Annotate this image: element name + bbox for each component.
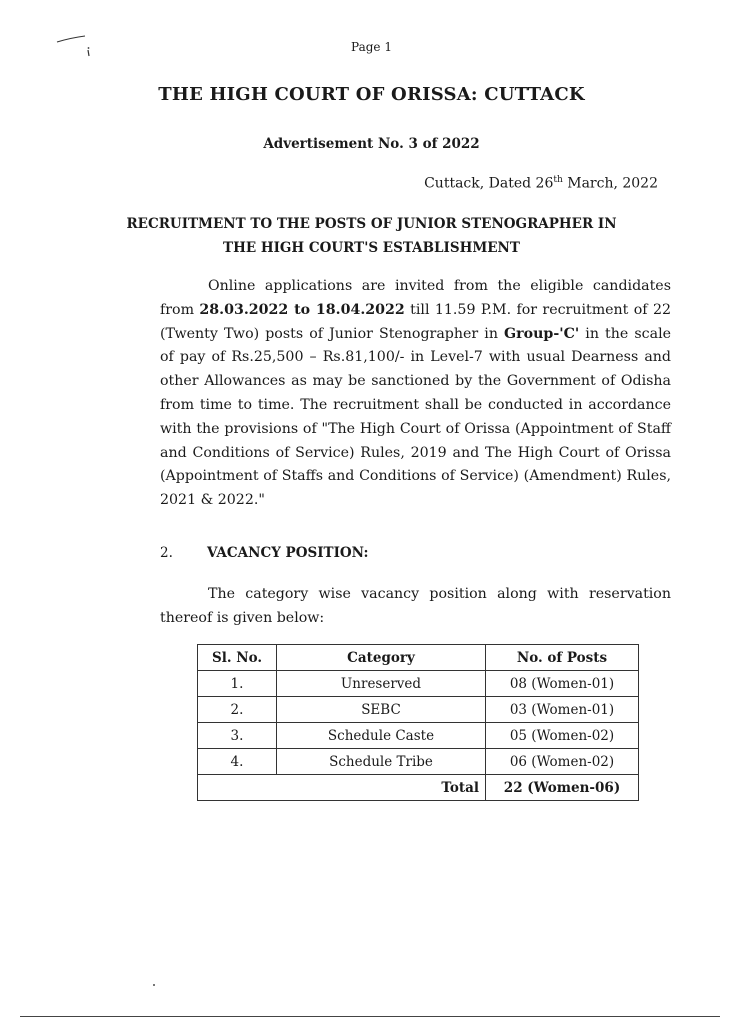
cell-sl-no: 4. <box>198 749 277 775</box>
cell-category: Unreserved <box>277 671 486 697</box>
cell-sl-no: 1. <box>198 671 277 697</box>
table-header-row <box>198 645 639 671</box>
heading-line-2: THE HIGH COURT'S ESTABLISHMENT <box>223 240 520 256</box>
group-label: Group-'C' <box>504 325 580 342</box>
application-dates: 28.03.2022 to 18.04.2022 <box>199 301 405 318</box>
cell-posts: 05 (Women-02) <box>486 723 639 749</box>
vacancy-intro <box>160 582 671 630</box>
header-sl-no: Sl. No. <box>198 645 277 671</box>
cell-posts: 06 (Women-02) <box>486 749 639 775</box>
cell-sl-no: 3. <box>198 723 277 749</box>
cell-category: Schedule Tribe <box>277 749 486 775</box>
cell-category: Schedule Caste <box>277 723 486 749</box>
section-title: VACANCY POSITION: <box>207 545 369 561</box>
cell-posts: 03 (Women-01) <box>486 697 639 723</box>
header-category: Category <box>277 645 486 671</box>
heading-line-1: RECRUITMENT TO THE POSTS OF JUNIOR STENOGRAPHER IN <box>126 216 617 232</box>
date-suffix: March, 2022 <box>562 175 658 192</box>
footer-rule <box>20 1016 720 1017</box>
section-number: 2. <box>160 545 173 561</box>
advertisement-number: Advertisement No. 3 of 2022 <box>263 136 480 152</box>
paragraph-part-2: till 11.59 P.M. for recruitment of 22 (Twenty Two) posts of Junior Stenographer in <box>160 301 671 342</box>
recruitment-heading <box>0 212 743 260</box>
page-number: Page 1 <box>351 40 392 54</box>
vacancy-intro-text: The category wise vacancy position along with reservation thereof is given below: <box>160 586 671 626</box>
date-suffix-ordinal: th <box>553 175 563 185</box>
paragraph-part-1: Online applications are invited from the eligible candidates from <box>160 278 671 318</box>
total-label: Total <box>198 775 486 801</box>
header-no-of-posts: No. of Posts <box>486 645 639 671</box>
section-vacancy-heading <box>160 545 368 561</box>
paragraph-part-3: in the scale of pay of Rs.25,500 – Rs.81,100/- in Level-7 with usual Dearness and other Allowances as may be sanctioned by the Government of Odisha from time to time. The recruitment shall be conducted in accordance with the provisions of "The High Court of Orissa (Appointment of Staff and Conditions of Service) Rules, 2019 and The High Court of Orissa (Appointment of Staffs and Conditions of Service) (Amendment) Rules, 2021 & 2022." <box>160 325 671 509</box>
date-line <box>424 175 658 192</box>
table-row <box>198 697 639 723</box>
notice-paragraph <box>160 275 671 513</box>
date-prefix: Cuttack, Dated 26 <box>424 175 554 192</box>
total-value: 22 (Women-06) <box>486 775 639 801</box>
table-row <box>198 749 639 775</box>
table-row <box>198 671 639 697</box>
cell-category: SEBC <box>277 697 486 723</box>
table-row <box>198 723 639 749</box>
document-title: THE HIGH COURT OF ORISSA: CUTTACK <box>158 84 585 105</box>
cell-sl-no: 2. <box>198 697 277 723</box>
cell-posts: 08 (Women-01) <box>486 671 639 697</box>
vacancy-table <box>197 644 639 801</box>
table-total-row <box>198 775 639 801</box>
scan-speck <box>153 984 155 986</box>
